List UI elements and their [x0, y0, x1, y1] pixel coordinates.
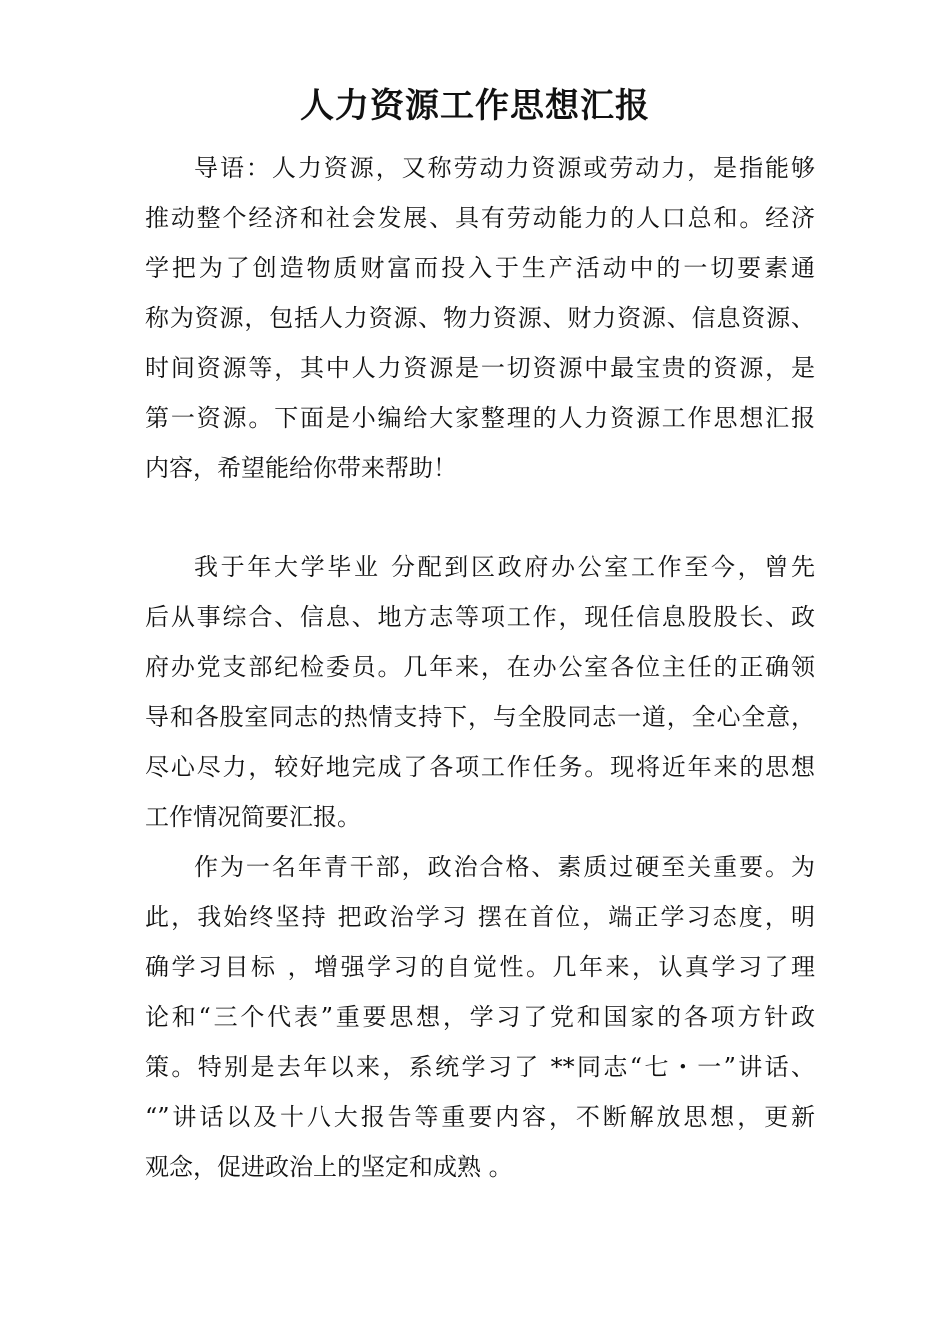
paragraph-1-line-5: 时间资源等，其中人力资源是一切资源中最宝贵的资源，是 [145, 354, 815, 382]
paragraph-2-line-2: 后从事综合、信息、地方志等项工作，现任信息股股长、政 [145, 603, 815, 631]
paragraph-1-line-1: 导语：人力资源，又称劳动力资源或劳动力，是指能够 [194, 154, 815, 182]
paragraph-3-line-2: 此，我始终坚持 把政治学习 摆在首位，端正学习态度，明 [145, 903, 815, 931]
paragraph-3-line-1: 作为一名年青干部，政治合格、素质过硬至关重要。为 [194, 853, 815, 881]
paragraph-1-line-4: 称为资源，包括人力资源、物力资源、财力资源、信息资源、 [145, 304, 815, 332]
paragraph-3-line-4: 论和“三个代表”重要思想，学习了党和国家的各项方针政 [145, 1003, 815, 1031]
paragraph-2-line-5: 尽心尽力，较好地完成了各项工作任务。现将近年来的思想 [145, 753, 815, 781]
paragraph-1-line-2: 推动整个经济和社会发展、具有劳动能力的人口总和。经济 [145, 204, 815, 232]
paragraph-3-line-5: 策。特别是去年以来，系统学习了 **同志“七・一”讲话、 [145, 1053, 815, 1081]
paragraph-2-line-6: 工作情况简要汇报。 [145, 803, 361, 831]
paragraph-1-line-7: 内容，希望能给你带来帮助！ [145, 454, 457, 482]
paragraph-1-line-6: 第一资源。下面是小编给大家整理的人力资源工作思想汇报 [145, 404, 815, 432]
paragraph-2-line-1: 我于年大学毕业 分配到区政府办公室工作至今，曾先 [194, 553, 815, 581]
paragraph-3-line-6: “”讲话以及十八大报告等重要内容，不断解放思想，更新 [145, 1103, 815, 1131]
paragraph-1-line-3: 学把为了创造物质财富而投入于生产活动中的一切要素通 [145, 254, 815, 282]
paragraph-2-line-4: 导和各股室同志的热情支持下，与全股同志一道，全心全意， [145, 703, 815, 731]
paragraph-3-line-3: 确学习目标 ，增强学习的自觉性。几年来，认真学习了理 [145, 953, 815, 981]
paragraph-3-line-7: 观念，促进政治上的坚定和成熟 。 [145, 1153, 513, 1181]
paragraph-2-line-3: 府办党支部纪检委员。几年来，在办公室各位主任的正确领 [145, 653, 815, 681]
document-title: 人力资源工作思想汇报 [300, 86, 650, 126]
